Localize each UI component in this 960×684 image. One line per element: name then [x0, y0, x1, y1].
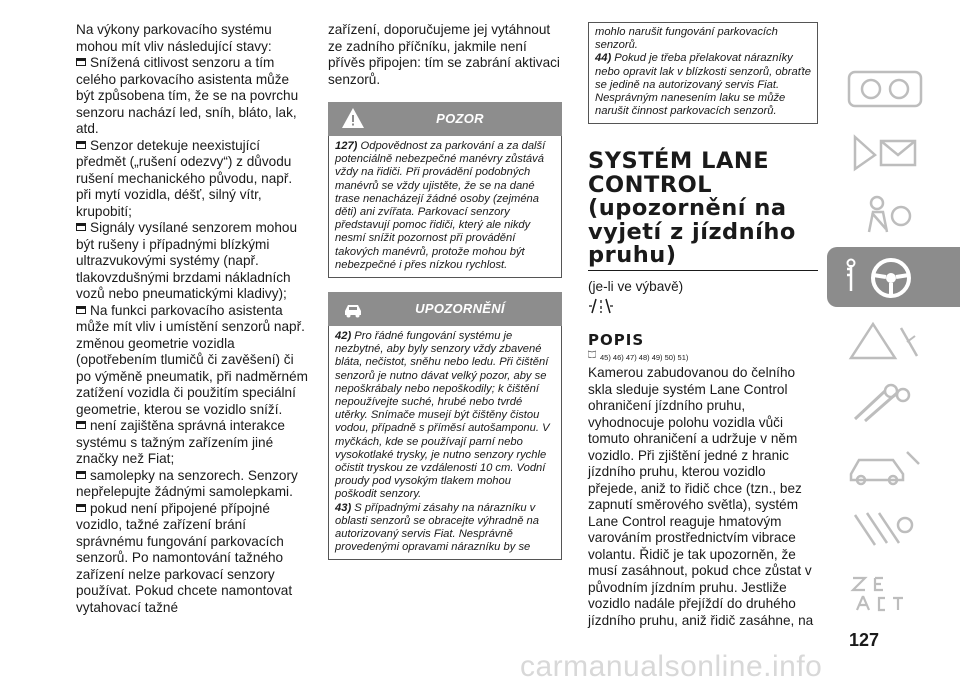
note-text: mohlo narušit fungování parkovacích senzorů. — [595, 26, 778, 52]
availability-note: (je-li ve výbavě) — [588, 278, 684, 294]
index-letters-icon — [845, 572, 925, 614]
list-item: není zajištěna správná interakce systému s tažným zařízením jiné značky než Fiat; — [76, 418, 285, 466]
col2-intro: zařízení, doporučujeme jej vytáhnout ze zadního příčníku, jakmile není přívěs připojen: tím se zabrání aktivaci senzorů. — [328, 22, 560, 87]
car-dashboard-icon — [845, 68, 925, 110]
book-icon — [588, 350, 596, 358]
bullet-box-icon — [76, 421, 86, 429]
sidebar-tab[interactable] — [827, 436, 960, 496]
warning-header-upozorneni — [328, 292, 562, 326]
bullet-box-icon — [76, 141, 86, 149]
section-body: Kamerou zabudovanou do čelního skla sleduje systém Lane Control ohraničení jízdního pruhu, vyhodnocuje polohu vozidla vůči tomuto ohraničení a udržuje v něm vozidlo. Při zjištění jedné z hranic jízdního pruhu, kterou vozidlo přejede, aniž to řidič chce (tzn., bez zapnutí směrového světla), systém Lane Control reaguje hmatovým varováním prostřednictvím vibrace volantu. Řidič je tak upozorněn, že musí zasáhnout, pokud chce zůstat v původním jízdním pruhu. Jestliže vozidlo nadále přejíždí do druhého jízdního pruhu, aniž řidič zasáhne, na — [588, 365, 814, 628]
sidebar-tab[interactable] — [827, 499, 960, 559]
sidebar-tab[interactable] — [827, 373, 960, 433]
section-heading: SYSTÉM LANE CONTROL (upozornění na vyjetí z jízdního pruhu) — [588, 150, 818, 271]
subsection-heading: POPIS — [588, 330, 645, 349]
bullet-box-icon — [76, 58, 86, 66]
column-2 — [328, 22, 562, 560]
warning-body-pozor — [328, 136, 562, 278]
list-item: Snížená citlivost senzoru a tím celého parkovacího asistenta může být způsobena tím, že se na povrchu senzoru nachází led, sníh, bláto, lak, atd. — [76, 55, 299, 136]
warning-header-pozor — [328, 102, 562, 136]
list-item: Signály vysílané senzorem mohou být rušeny i případnými blízkými ultrazvukovými systémy (např. tlakovzdušnými brzdami nákladních vozů nebo pneumatickými kladivy); — [76, 220, 298, 301]
bullet-box-icon — [76, 223, 86, 231]
chapter-sidebar — [827, 58, 960, 625]
page-number: 127 — [849, 630, 880, 650]
sidebar-tab[interactable] — [827, 184, 960, 244]
column-3 — [588, 22, 818, 629]
col1-intro: Na výkony parkovacího systému mohou mít vliv následující stavy: — [76, 22, 272, 54]
wrench-tools-icon — [845, 383, 925, 425]
warning-body-upozorneni — [328, 326, 562, 560]
bullet-box-icon — [76, 504, 86, 512]
reference-notes: 45) 46) 47) 48) 49) 50) 51) — [588, 350, 818, 362]
sidebar-tab-active[interactable] — [827, 247, 960, 307]
list-item: pokud není připojené přípojné vozidlo, tažné zařízení brání správnému fungování parkovacích senzorů. Po namontování tažného zařízení nelze parkovací senzory používat. Pokud chcete namontovat vytahovací tažné — [76, 500, 293, 615]
note-text: Pokud je třeba přelakovat nárazníky nebo opravit lak v blízkosti senzorů, obraťte se jedině na autorizovaný servis Fiat. Nesprávným nanesením laku se může narušit činnost parkovacích senzorů. — [595, 52, 812, 118]
sidebar-tab[interactable] — [827, 58, 960, 118]
list-item: Senzor detekuje neexistující předmět („rušení odezvy“) z důvodu rušení mechanického původu, např. při mytí vozidla, déšť, silný vítr, krupobití; — [76, 137, 293, 219]
media-icon — [845, 509, 925, 551]
seatbelt-airbag-icon — [845, 194, 925, 236]
column-1 — [76, 22, 308, 616]
warning-text: Pro řádné fungování systému je nezbytné, aby byly senzory vždy zbavené bláta, nečistot, sněhu nebo ledu. Při čištění senzorů je nutno dávat velký pozor, aby se nepoškrábaly nebo nepoškodily; k čištění nepoužívejte suché, hrubé nebo tvrdé utěrky. Snímače musejí být čištěny čistou vodou, případně s příměsí autošamponu. V myčkách, kde se používají parní nebo vysokotlaké trysky, je nutno senzory rychle očistit tryskou ze vzdálenosti 10 cm. Vodní proudy pod vysokým tlakem mohou poškodit senzory. — [335, 330, 550, 501]
sidebar-tab[interactable] — [827, 562, 960, 622]
steering-wheel-key-icon — [845, 257, 925, 299]
note-number: 43) — [335, 501, 352, 514]
list-item: samolepky na senzorech. Senzory nepřelepujte žádnými samolepkami. — [76, 467, 298, 499]
lane-control-icon — [588, 297, 614, 315]
note-continued — [588, 22, 818, 124]
list-item: Na funkci parkovacího asistenta může mít vliv i umístění senzorů např. změnou geometrie vozidla (opotřebením tlumičů či zavěšení) či po výměně pneumatik, při nadměrném zatížení vozidla či použitím speciální geometrie, kterou se vozidlo sníží. — [76, 302, 308, 417]
note-number: 44) — [595, 52, 612, 65]
car-spec-icon — [845, 446, 925, 488]
note-number: 127) — [335, 140, 358, 152]
warning-title: UPOZORNĚNÍ — [415, 301, 505, 317]
sidebar-tab[interactable] — [827, 310, 960, 370]
bullet-box-icon — [76, 471, 86, 479]
warning-text: Odpovědnost za parkování a za další potenciálně nebezpečné manévry zůstává vždy na řidiči. Při provádění podobných manévrů se vždy ujistěte, že se na dané trase nenacházejí žádné osoby (zejména děti) ani zvířata. Parkovací senzory představují pomoc řidiči, který ale nikdy nesmí snížit pozornost při provádění takových manévrů, protože mohou být nebezpečné i přes nízkou rychlost. — [335, 140, 546, 271]
warning-envelope-icon — [845, 131, 925, 173]
note-number: 42) — [335, 330, 352, 343]
warning-text: S případnými zásahy na nárazníku v oblasti senzorů se obracejte výhradně na autorizovaný servis Fiat. Nesprávně provedenými opravami nárazníku by se — [335, 501, 539, 554]
bullet-box-icon — [76, 306, 86, 314]
warning-title: POZOR — [436, 111, 484, 126]
sidebar-tab[interactable] — [827, 121, 960, 181]
road-warning-icon — [845, 320, 925, 362]
watermark: carmanualsonline.info — [520, 650, 823, 683]
